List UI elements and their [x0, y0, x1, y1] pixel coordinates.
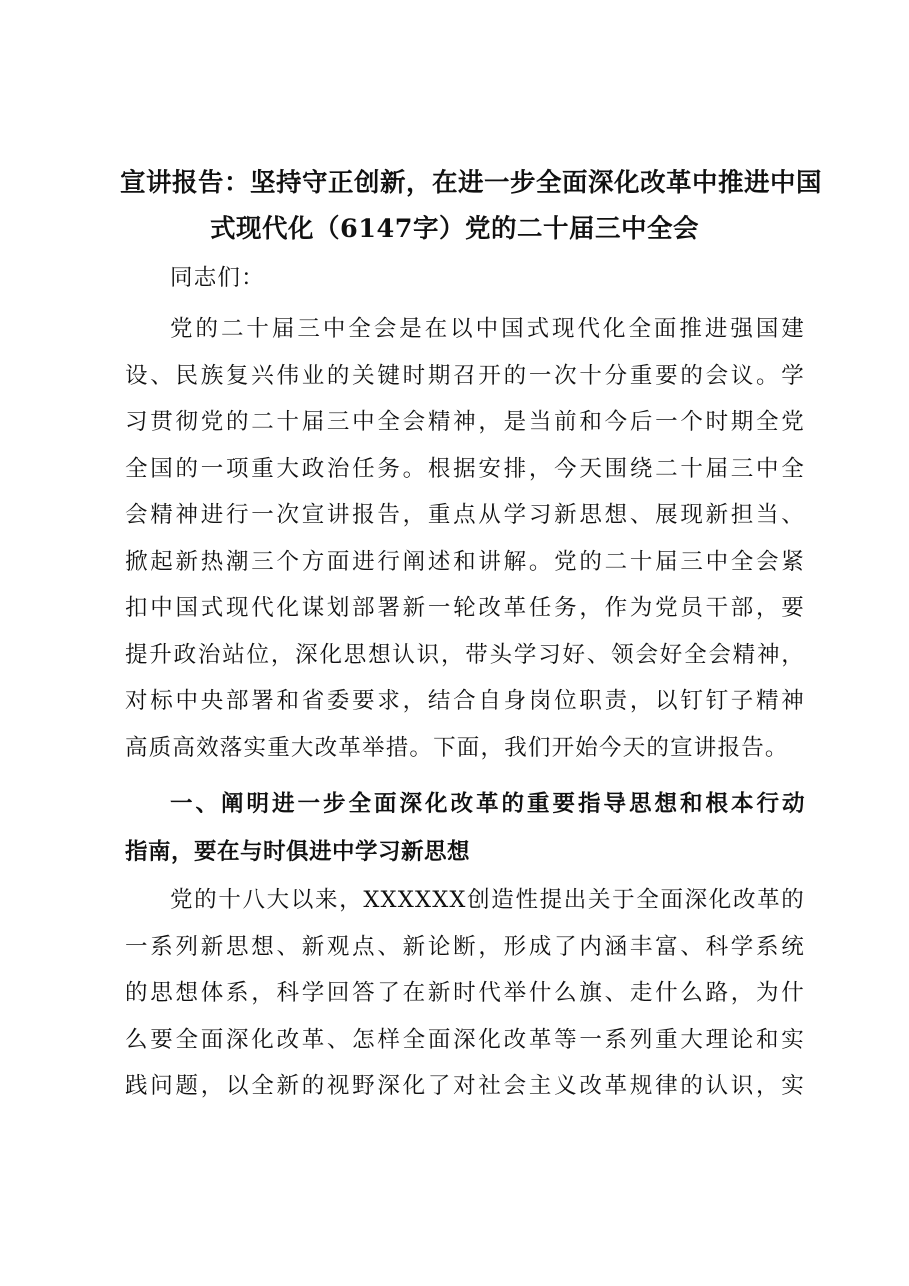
document-title-line-1: 宣讲报告：坚持守正创新，在进一步全面深化改革中推进中国 [120, 168, 823, 198]
text-line: 全国的一项重大政治任务。根据安排，今天围绕二十届三中全 [125, 455, 805, 482]
text-line: 么要全面深化改革、怎样全面深化改革等一系列重大理论和实 [125, 1026, 805, 1053]
text-line: 设、民族复兴伟业的关键时期召开的一次十分重要的会议。学 [125, 362, 805, 389]
intro-paragraph [125, 306, 805, 771]
text-line: 党的二十届三中全会是在以中国式现代化全面推进强国建 [170, 316, 805, 342]
section-heading-1 [125, 780, 805, 876]
text-line: 的思想体系，科学回答了在新时代举什么旗、走什么路，为什 [125, 980, 805, 1006]
heading-line: 指南，要在与时俱进中学习新思想 [125, 839, 471, 865]
text-line: 一系列新思想、新观点、新论断，形成了内涵丰富、科学系统 [125, 933, 805, 960]
document-title-line-2: 式现代化（6147字）党的二十届三中全会 [210, 214, 699, 244]
text-line: 扣中国式现代化谋划部署新一轮改革任务，作为党员干部，要 [125, 595, 805, 621]
salutation: 同志们： [170, 265, 265, 291]
heading-line: 一、阐明进一步全面深化改革的重要指导思想和根本行动 [170, 791, 805, 817]
text-line: 会精神进行一次宣讲报告，重点从学习新思想、展现新担当、 [125, 502, 805, 528]
text-line: 高质高效落实重大改革举措。下面，我们开始今天的宣讲报告。 [125, 734, 789, 761]
text-line: 党的十八大以来，XXXXXX创造性提出关于全面深化改革的 [170, 887, 805, 913]
text-line: 对标中央部署和省委要求，结合自身岗位职责，以钉钉子精神 [125, 688, 805, 714]
text-line: 掀起新热潮三个方面进行阐述和讲解。党的二十届三中全会紧 [125, 548, 805, 575]
text-line: 习贯彻党的二十届三中全会精神，是当前和今后一个时期全党 [125, 409, 805, 435]
text-line: 践问题，以全新的视野深化了对社会主义改革规律的认识，实 [125, 1073, 805, 1099]
section-1-paragraph [125, 877, 805, 1110]
text-line: 提升政治站位，深化思想认识，带头学习好、领会好全会精神， [125, 641, 805, 668]
